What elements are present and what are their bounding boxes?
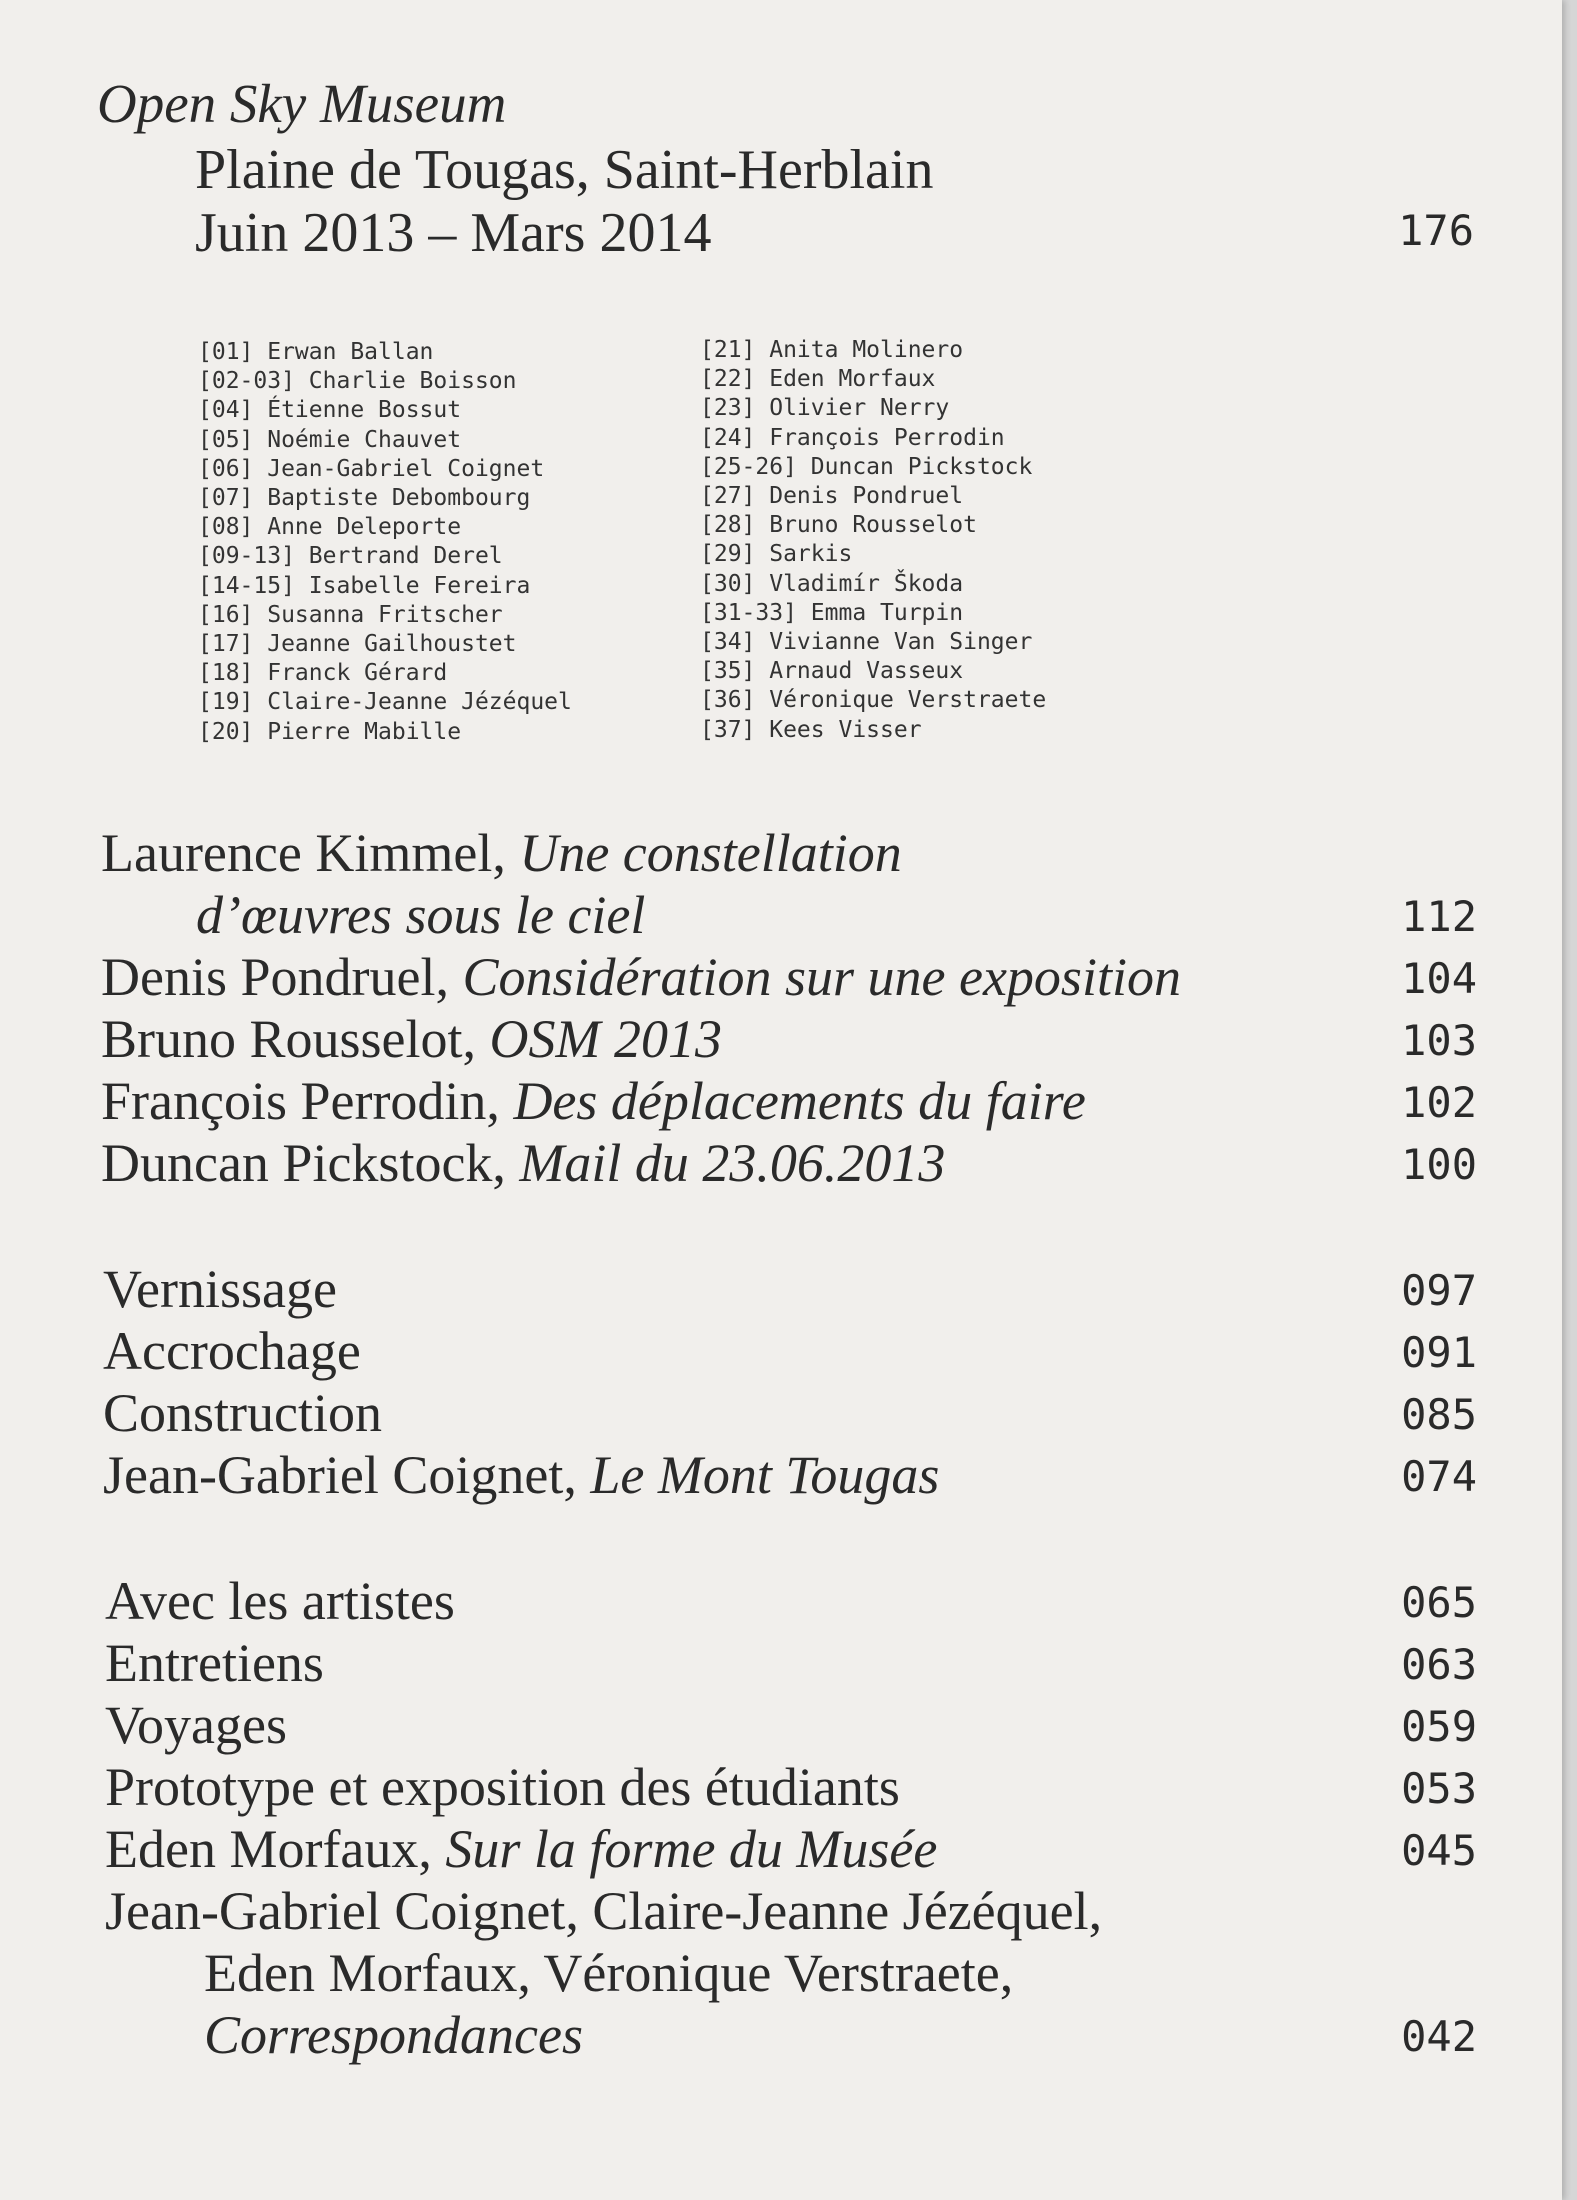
toc-page-number: 065 (1401, 1578, 1477, 1627)
toc-author: Denis Pondruel, (101, 947, 449, 1007)
artist-entry: [18] Franck Gérard (198, 660, 448, 687)
toc-entry (101, 1008, 722, 1070)
toc-title: Sur la forme du Musée (445, 1819, 938, 1879)
artist-entry: [17] Jeanne Gailhoustet (198, 631, 517, 658)
artist-entry: [07] Baptiste Debombourg (198, 485, 531, 512)
artist-entry: [02-03] Charlie Boisson (198, 368, 517, 395)
toc-entry (105, 1756, 900, 1818)
toc-title: Avec les artistes (105, 1571, 455, 1631)
toc-page-number: 063 (1401, 1640, 1477, 1689)
toc-page-number: 103 (1401, 1016, 1477, 1065)
toc-page-number: 102 (1401, 1078, 1477, 1127)
toc-author: Bruno Rousselot, (101, 1009, 477, 1069)
toc-entry (103, 1382, 382, 1444)
toc-title: Correspondances (204, 2005, 583, 2065)
toc-author: Duncan Pickstock, (101, 1133, 506, 1193)
artist-entry: [36] Véronique Verstraete (700, 687, 1047, 714)
toc-entry (103, 1444, 939, 1506)
artist-entry: [37] Kees Visser (700, 716, 922, 743)
artist-list-left (198, 338, 572, 747)
toc-title-continuation (196, 884, 645, 946)
toc-entry (105, 1632, 324, 1694)
artist-entry: [05] Noémie Chauvet (198, 426, 462, 453)
toc-title: Voyages (105, 1695, 287, 1755)
artist-entry: [28] Bruno Rousselot (700, 512, 977, 539)
toc-page-number: 091 (1401, 1328, 1477, 1377)
artist-entry: [09-13] Bertrand Derel (198, 543, 503, 570)
toc-page-number: 097 (1401, 1266, 1477, 1315)
artist-entry: [20] Pierre Mabille (198, 718, 462, 745)
toc-entry (101, 822, 902, 884)
artist-entry: [24] François Perrodin (700, 424, 1005, 451)
toc-title-continuation (204, 2004, 583, 2066)
toc-page-number: 053 (1401, 1764, 1477, 1813)
artist-list-right (700, 336, 1046, 745)
toc-author: Laurence Kimmel, (101, 823, 506, 883)
artist-entry: [31-33] Emma Turpin (700, 599, 964, 626)
artist-entry: [23] Olivier Nerry (700, 395, 950, 422)
toc-page-number: 074 (1401, 1452, 1477, 1501)
toc-page-number: 042 (1401, 2012, 1477, 2061)
artist-entry: [22] Eden Morfaux (700, 366, 936, 393)
toc-title: d’œuvres sous le ciel (196, 885, 646, 945)
toc-entry: Jean-Gabriel Coignet, Claire-Jeanne Jézéquel, (105, 1881, 1103, 1941)
toc-title: Entretiens (105, 1633, 324, 1693)
toc-page-number: 104 (1401, 954, 1477, 1003)
toc-page-number: 112 (1401, 892, 1477, 941)
artist-entry: [34] Vivianne Van Singer (700, 629, 1033, 656)
toc-page-number: 059 (1401, 1702, 1477, 1751)
toc-entry (103, 1320, 361, 1382)
artist-entry: [04] Étienne Bossut (198, 397, 462, 424)
artist-entry: [08] Anne Deleporte (198, 514, 462, 541)
museum-title: Open Sky Museum (97, 73, 507, 134)
toc-title: Une constellation (519, 823, 902, 883)
toc-title: Considération sur une exposition (462, 947, 1181, 1007)
dates-line: Juin 2013 – Mars 2014 (195, 202, 712, 264)
toc-title: OSM 2013 (489, 1009, 723, 1069)
artist-entry: [19] Claire-Jeanne Jézéquel (198, 689, 572, 716)
artist-entry: [01] Erwan Ballan (198, 339, 434, 365)
artist-entry: [14-15] Isabelle Fereira (198, 572, 531, 599)
header-page-number: 176 (1398, 206, 1474, 255)
toc-author-continuation: Eden Morfaux, Véronique Verstraete, (204, 1943, 1014, 2003)
toc-title: Prototype et exposition des étudiants (105, 1757, 900, 1817)
toc-entry (105, 1570, 455, 1632)
toc-entry (101, 946, 1181, 1008)
toc-author: Jean-Gabriel Coignet, (103, 1445, 577, 1505)
toc-title: Des déplacements du faire (513, 1071, 1086, 1131)
artist-entry: [30] Vladimír Škoda (700, 570, 964, 597)
toc-entry (103, 1258, 337, 1320)
artist-entry: [35] Arnaud Vasseux (700, 658, 964, 685)
toc-page-number: 045 (1401, 1826, 1477, 1875)
artist-entry: [06] Jean-Gabriel Coignet (198, 455, 545, 482)
toc-title: Construction (103, 1383, 382, 1443)
artist-entry: [21] Anita Molinero (700, 337, 964, 363)
artist-entry: [27] Denis Pondruel (700, 483, 964, 510)
toc-author: Eden Morfaux, (105, 1819, 432, 1879)
toc-page-number: 100 (1401, 1140, 1477, 1189)
toc-page-number: 085 (1401, 1390, 1477, 1439)
toc-title: Accrochage (103, 1321, 361, 1381)
toc-title: Le Mont Tougas (590, 1445, 940, 1505)
artist-entry: [16] Susanna Fritscher (198, 601, 503, 628)
toc-entry (101, 1132, 945, 1194)
location-line: Plaine de Tougas, Saint-Herblain (195, 139, 934, 201)
artist-entry: [25-26] Duncan Pickstock (700, 453, 1033, 480)
toc-author: François Perrodin, (101, 1071, 500, 1131)
toc-entry (105, 1818, 937, 1880)
toc-title: Mail du 23.06.2013 (519, 1133, 946, 1193)
artist-entry: [29] Sarkis (700, 541, 853, 568)
toc-entry (101, 1070, 1086, 1132)
toc-title: Vernissage (103, 1259, 337, 1319)
toc-entry (105, 1694, 287, 1756)
